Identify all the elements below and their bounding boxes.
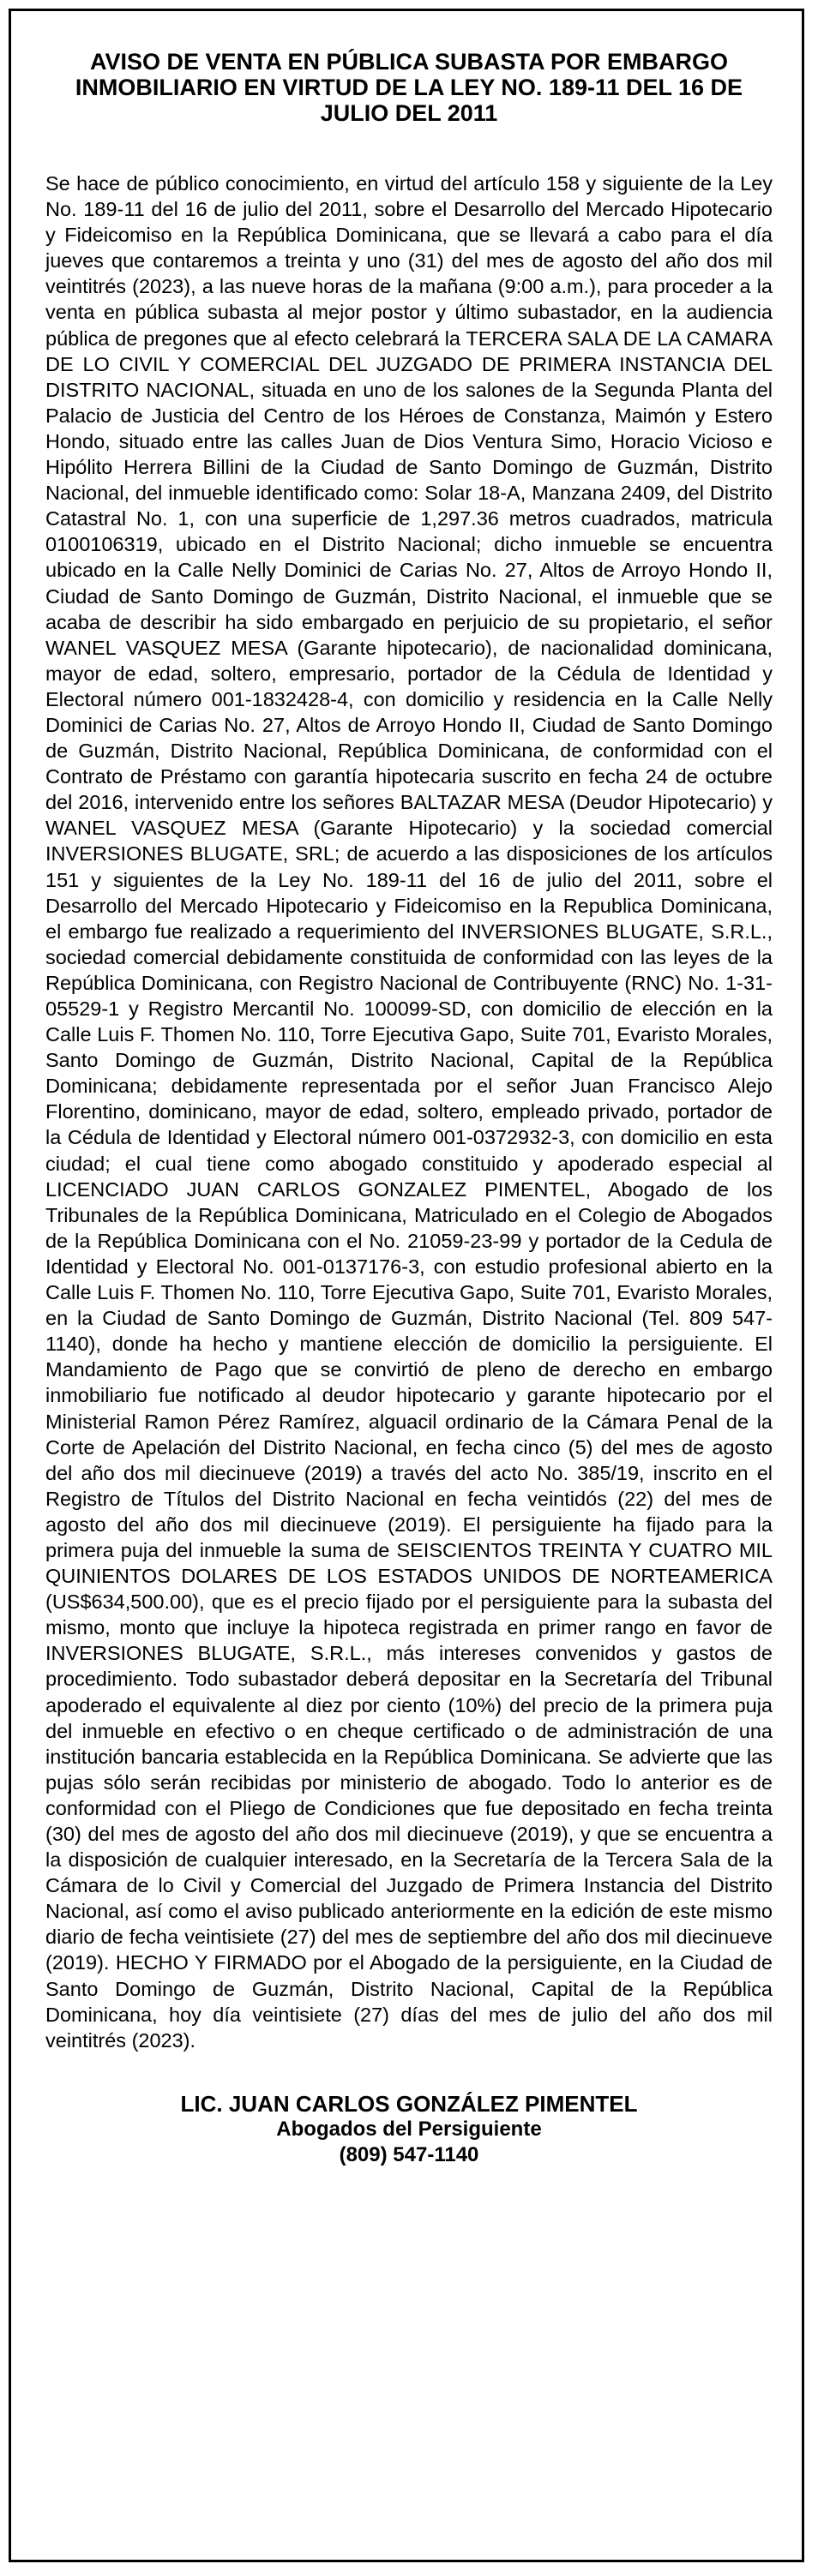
signature-name: LIC. JUAN CARLOS GONZÁLEZ PIMENTEL xyxy=(180,2090,638,2117)
signature-phone: (809) 547-1140 xyxy=(339,2142,479,2166)
notice-content xyxy=(45,49,773,2168)
signature-block xyxy=(45,2091,773,2168)
notice-frame xyxy=(9,9,804,2562)
notice-title: AVISO DE VENTA EN PÚBLICA SUBASTA POR EMBARGO INMOBILIARIO EN VIRTUD DE LA LEY NO. 189-11 DEL 16 DE JULIO DEL 2011 xyxy=(75,49,743,126)
signature-role: Abogados del Persiguiente xyxy=(276,2117,542,2141)
notice-body-paragraph: Se hace de público conocimiento, en virtud del artículo 158 y siguiente de la Ley No. 189-11 del 16 de julio del 2011, sobre el Desarrollo del Mercado Hipotecario y Fideicomiso en la República Dominicana, que se llevará a cabo para el día jueves que contaremos a treinta y uno (31) del mes de agosto del año dos mil veintitrés (2023), a las nueve horas de la mañana (9:00 a.m.), para proceder a la venta en pública subasta al mejor postor y último subastador, en la audiencia pública de pregones que al efecto celebrará la TERCERA SALA DE LA CAMARA DE LO CIVIL Y COMERCIAL DEL JUZGADO DE PRIMERA INSTANCIA DEL DISTRITO NACIONAL, situada en uno de los salones de la Segunda Planta del Palacio de Justicia del Centro de los Héroes de Constanza, Maimón y Estero Hondo, situado entre las calles Juan de Dios Ventura Simo, Horacio Vicioso e Hipólito Herrera Billini de la Ciudad de Santo Domingo de Guzmán, Distrito Nacional, del inmueble identificado como: Solar 18-A, Manzana 2409, del Distrito Catastral No. 1, con una superficie de 1,297.36 metros cuadrados, matricula 0100106319, ubicado en el Distrito Nacional; dicho inmueble se encuentra ubicado en la Calle Nelly Dominici de Carias No. 27, Altos de Arroyo Hondo II, Ciudad de Santo Domingo de Guzmán, Distrito Nacional, el inmueble que se acaba de describir ha sido embargado en perjuicio de su propietario, el señor WANEL VASQUEZ MESA (Garante hipotecario), de nacionalidad dominicana, mayor de edad, soltero, empresario, portador de la Cédula de Identidad y Electoral número 001-1832428-4, con domicilio y residencia en la Calle Nelly Dominici de Carias No. 27, Altos de Arroyo Hondo II, Ciudad de Santo Domingo de Guzmán, Distrito Nacional, República Dominicana, de conformidad con el Contrato de Préstamo con garantía hipotecaria suscrito en fecha 24 de octubre del 2016, intervenido entre los señores BALTAZAR MESA (Deudor Hipotecario) y WANEL VASQUEZ MESA (Garante Hipotecario) y la sociedad comercial INVERSIONES BLUGATE, SRL; de acuerdo a las disposiciones de los artículos 151 y siguientes de la Ley No. 189-11 del 16 de julio del 2011, sobre el Desarrollo del Mercado Hipotecario y Fideicomiso en la Republica Dominicana, el embargo fue realizado a requerimiento del INVERSIONES BLUGATE, S.R.L., sociedad comercial debidamente constituida de conformidad con las leyes de la República Dominicana, con Registro Nacional de Contribuyente (RNC) No. 1-31-05529-1 y Registro Mercantil No. 100099-SD, con domicilio de elección en la Calle Luis F. Thomen No. 110, Torre Ejecutiva Gapo, Suite 701, Evaristo Morales, Santo Domingo de Guzmán, Distrito Nacional, Capital de la República Dominicana; debidamente representada por el señor Juan Francisco Alejo Florentino, dominicano, mayor de edad, soltero, empleado privado, portador de la Cédula de Identidad y Electoral número 001-0372932-3, con domicilio en esta ciudad; el cual tiene como abogado constituido y apoderado especial al LICENCIADO JUAN CARLOS GONZALEZ PIMENTEL, Abogado de los Tribunales de la República Dominicana, Matriculado en el Colegio de Abogados de la República Dominicana con el No. 21059-23-99 y portador de la Cedula de Identidad y Electoral No. 001-0137176-3, con estudio profesional abierto en la Calle Luis F. Thomen No. 110, Torre Ejecutiva Gapo, Suite 701, Evaristo Morales, en la Ciudad de Santo Domingo de Guzmán, Distrito Nacional (Tel. 809 547-1140), donde ha hecho y mantiene elección de domicilio la persiguiente. El Mandamiento de Pago que se convirtió de pleno de derecho en embargo inmobiliario fue notificado al deudor hipotecario y garante hipotecario por el Ministerial Ramon Pérez Ramírez, alguacil ordinario de la Cámara Penal de la Corte de Apelación del Distrito Nacional, en fecha cinco (5) del mes de agosto del año dos mil diecinueve (2019) a través del acto No. 385/19, inscrito en el Registro de Títulos del Distrito Nacional en fecha veintidós (22) del mes de agosto del año dos mil diecinueve (2019). El persiguiente ha fijado para la primera puja del inmueble la suma de SEISCIENTOS TREINTA Y CUATRO MIL QUINIENTOS DOLARES DE LOS ESTADOS UNIDOS DE NORTEAMERICA (US$634,500.00), que es el precio fijado por el persiguiente para la subasta del mismo, monto que incluye la hipoteca registrada en primer rango en favor de INVERSIONES BLUGATE, S.R.L., más intereses convenidos y gastos de procedimiento. Todo subastador deberá depositar en la Secretaría del Tribunal apoderado el equivalente al diez por ciento (10%) del precio de la primera puja del inmueble en efectivo o en cheque certificado o de administración de una institución bancaria establecida en la República Dominicana. Se advierte que las pujas sólo serán recibidas por ministerio de abogado. Todo lo anterior es de conformidad con el Pliego de Condiciones que fue depositado en fecha treinta (30) del mes de agosto del año dos mil diecinueve (2019), y que se encuentra a la disposición de cualquier interesado, en la Secretaría de la Tercera Sala de la Cámara de lo Civil y Comercial del Juzgado de Primera Instancia del Distrito Nacional, así como el aviso publicado anteriormente en la edición de este mismo diario de fecha veintisiete (27) del mes de septiembre del año dos mil diecinueve (2019). HECHO Y FIRMADO por el Abogado de la persiguiente, en la Ciudad de Santo Domingo de Guzmán, Distrito Nacional, Capital de la República Dominicana, hoy día veintisiete (27) días del mes de julio del año dos mil veintitrés (2023). xyxy=(45,172,773,2052)
